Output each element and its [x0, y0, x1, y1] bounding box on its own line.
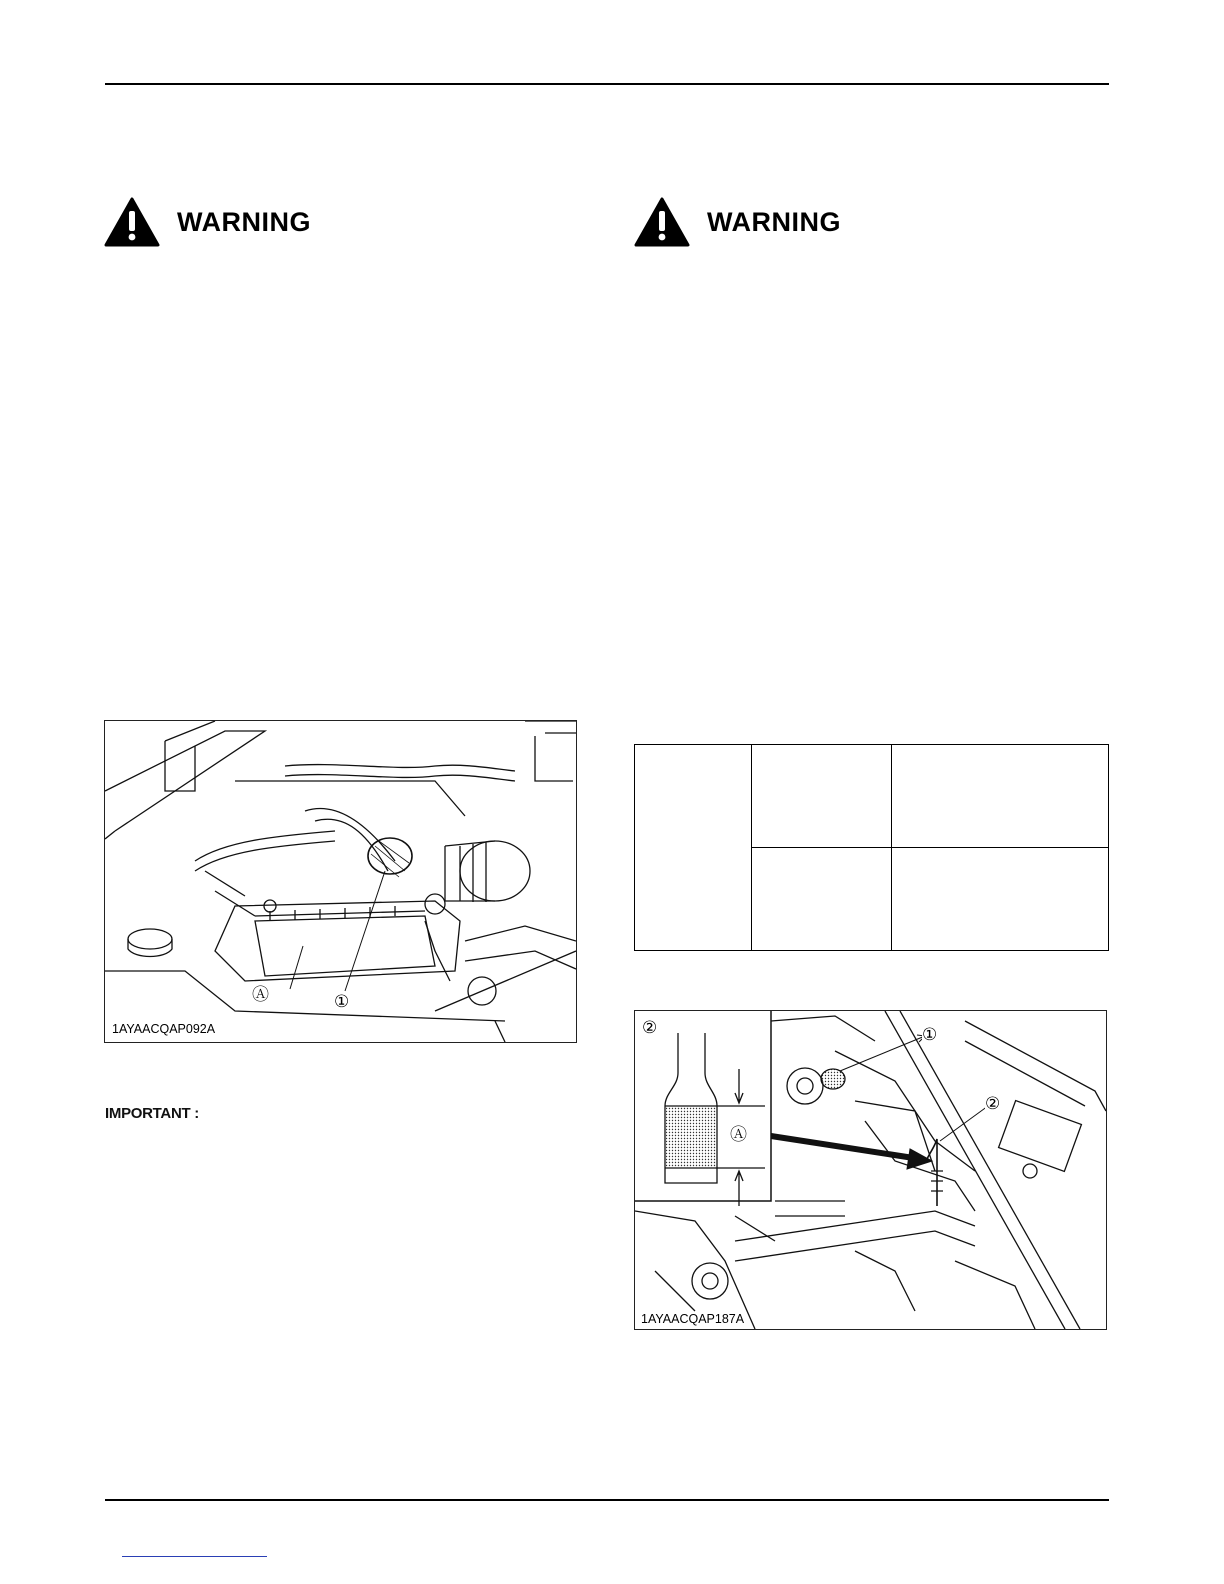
table-cell	[635, 745, 752, 951]
callout-1: ①	[922, 1025, 938, 1045]
table-cell	[752, 848, 892, 951]
spec-table	[634, 744, 1109, 951]
callout-2-inset: ②	[642, 1018, 658, 1038]
footer-rule	[105, 1499, 1109, 1501]
callout-a: Ⓐ	[252, 985, 269, 1005]
warning-heading-right	[633, 196, 841, 248]
table-cell	[752, 745, 892, 848]
table-cell	[892, 745, 1109, 848]
warning-label: WARNING	[177, 206, 311, 237]
figure-id: 1AYAACQAP092A	[112, 1022, 216, 1036]
footer-link-underline[interactable]	[122, 1556, 267, 1557]
warning-triangle-icon	[103, 196, 161, 248]
engine-figure-left	[104, 720, 577, 1043]
warning-label: WARNING	[707, 206, 841, 237]
engine-line-drawing	[635, 1011, 1106, 1329]
warning-heading-left	[103, 196, 311, 248]
header-rule	[105, 83, 1109, 85]
figure-id: 1AYAACQAP187A	[641, 1312, 745, 1326]
important-label: IMPORTANT :	[105, 1105, 199, 1122]
callout-a: Ⓐ	[730, 1125, 747, 1145]
callout-1: ①	[334, 992, 350, 1012]
callout-2: ②	[985, 1094, 1001, 1114]
engine-figure-right	[634, 1010, 1107, 1330]
warning-triangle-icon	[633, 196, 691, 248]
table-cell	[892, 848, 1109, 951]
